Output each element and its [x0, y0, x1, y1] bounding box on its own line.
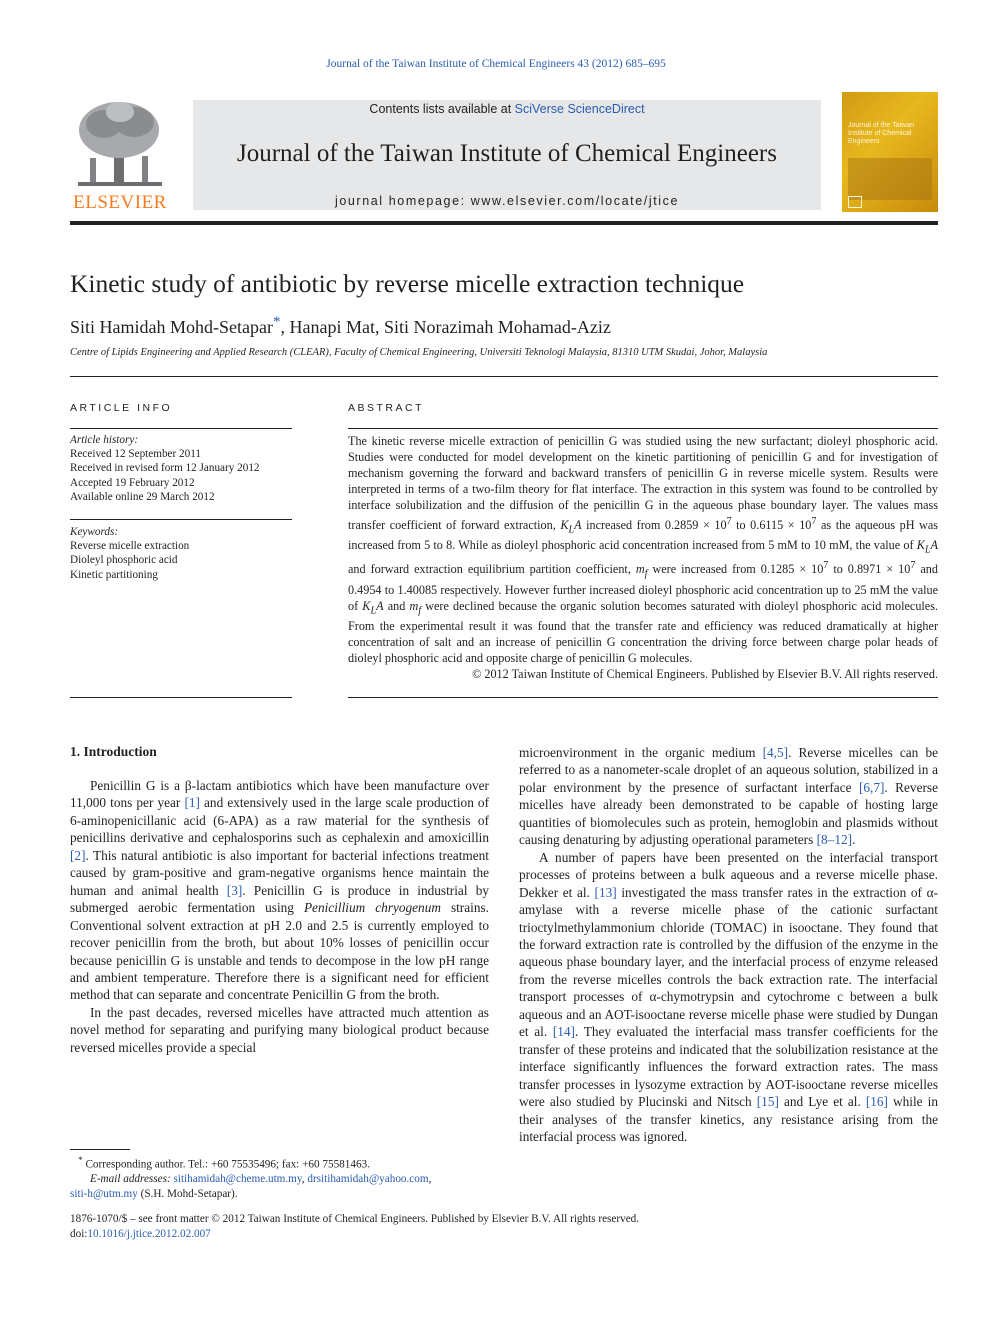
abstract-rule [348, 428, 938, 429]
text-run: while in their analyses of the transfer kinetics, any resistance arising from the interfacial process was ignored. [519, 1094, 938, 1144]
corresponding-author-footnote [70, 1154, 489, 1201]
paragraph [519, 849, 938, 1146]
doi-link[interactable]: 10.1016/j.jtice.2012.02.007 [87, 1227, 211, 1240]
author-list [70, 314, 611, 338]
contents-prefix: Contents lists available at [369, 102, 515, 116]
journal-citation[interactable]: Journal of the Taiwan Institute of Chemical Engineers 43 (2012) 685–695 [326, 58, 666, 70]
reference-link[interactable]: [1] [184, 795, 200, 811]
footnote-mark: * [78, 1156, 83, 1166]
text-run: microenvironment in the organic medium [519, 745, 763, 760]
journal-title: Journal of the Taiwan Institute of Chemical Engineers [236, 140, 777, 167]
text-run: . This natural antibiotic is also important for bacterial infections treatment caused by gram-positive and gram-negative organisms hence maintain the human and animal health [70, 847, 489, 898]
homepage-prefix: journal homepage: [334, 194, 471, 208]
paragraph [519, 744, 938, 849]
text-run: strains. Conventional solvent extraction at pH 2.0 and 2.5 is currently employed to recover penicillin from the broth, but about 10% losses of penicillin occur because penicillin G is unstable and tends to decompose in the low pH range and ambient temperature. Therefore there is a significant need for efficient method that can separate and concentrate Penicillin G from the broth. [70, 900, 489, 1003]
article-info-rule [70, 428, 292, 429]
doi-line [70, 1227, 639, 1242]
mf-subscript: f [644, 568, 648, 580]
mf-symbol: m [409, 598, 419, 613]
exponent: 7 [823, 560, 829, 572]
keywords [70, 525, 292, 582]
reference-link[interactable]: [15] [756, 1094, 779, 1110]
elsevier-logo [70, 100, 170, 212]
kla-subscript: L [924, 544, 931, 556]
mf-symbol: m [635, 562, 645, 577]
text-run: . Penicillin G is produce in industrial by submerged aerobic fermentation using [70, 882, 489, 916]
text-run: A number of papers have been presented on the interfacial transport processes of proteins between a bulk aqueous and a reverse micelle phase. Dekker et al. [519, 849, 938, 900]
organism-name: Penicillium chryogenum [303, 900, 441, 916]
email-link[interactable]: drsitihamidah@yahoo.com [307, 1173, 429, 1186]
other-authors: , Hanapi Mat, Siti Norazimah Mohamad-Aziz [280, 317, 611, 337]
email-link[interactable]: siti-h@utm.my [70, 1187, 138, 1200]
corresponding-author-mark[interactable]: * [272, 314, 281, 330]
abstract-copyright: © 2012 Taiwan Institute of Chemical Engineers. Published by Elsevier B.V. All rights reserved. [472, 666, 938, 681]
abstract-part: were increased from 0.1285 × 10 [647, 562, 824, 577]
abstract-part: and [383, 598, 410, 613]
online-date: Available online 29 March 2012 [70, 490, 215, 503]
abstract-heading: ABSTRACT [348, 402, 425, 414]
section-heading-introduction: 1. Introduction [70, 744, 157, 759]
footnote-line [70, 1187, 489, 1202]
kla-symbol: K [362, 598, 371, 613]
kla-area: A [376, 598, 384, 613]
abstract-text [348, 434, 938, 683]
reference-link[interactable]: [3] [226, 882, 243, 898]
homepage-url[interactable]: www.elsevier.com/locate/jtice [470, 194, 680, 208]
exponent: 7 [726, 515, 732, 527]
cover-graphic [848, 158, 932, 200]
keyword: Kinetic partitioning [70, 568, 158, 581]
contents-line [193, 102, 821, 116]
journal-banner [193, 100, 821, 210]
homepage-line [193, 194, 821, 208]
cover-title: Journal of the Taiwan Institute of Chemical Engineers [848, 122, 915, 145]
paragraph: In the past decades, reversed micelles have attracted much attention as novel method for separating and purifying many biological product because reversed micelles provide a special [70, 1004, 489, 1055]
text-run: . [852, 832, 856, 848]
text-run: and Lye et al. [778, 1094, 866, 1110]
journal-cover-image [842, 92, 938, 212]
reference-link[interactable]: [14] [552, 1024, 575, 1040]
footnote-text: Corresponding author. Tel.: +60 75535496; fax: +60 75581463. [85, 1158, 370, 1171]
reference-link[interactable]: [4,5] [762, 745, 789, 760]
author-1: Siti Hamidah Mohd-Setapar [70, 317, 273, 337]
kla-symbol: K [560, 517, 569, 532]
sciencedirect-link[interactable]: SciVerse ScienceDirect [514, 102, 645, 116]
kla-subscript: L [568, 524, 575, 536]
received-date: Received 12 September 2011 [70, 448, 201, 461]
exponent: 7 [910, 560, 916, 572]
keywords-rule [70, 519, 292, 520]
footnote-line: E-mail addresses: sitihamidah@cheme.utm.my, drsitihamidah@yahoo.com, [90, 1173, 432, 1186]
article-info-heading: ARTICLE INFO [70, 402, 173, 414]
kla-area: A [574, 517, 582, 532]
text-run: Penicillin G is a β-lactam antibiotics which have been manufacture over 11,000 tons per year [70, 778, 489, 811]
kla-symbol: K [916, 537, 925, 552]
email-owner: (S.H. Mohd-Setapar). [137, 1187, 238, 1200]
reference-link[interactable]: [2] [70, 847, 86, 863]
text-run: investigated the mass transfer rates in the extraction of α-amylase with a reverse micelle phase of the cationic surfactant trioctylmethylammonium chloride (TOMAC) in isooctane. They found that the forward extraction rate is controlled by the diffusion of the enzyme in the aqueous phase boundary layer, and the interfacial process of enzyme released from the reverse micelles controls the back extraction rate. The interfacial transport processes of α-chymotrypsin and cytochrome c between a bulk aqueous and an AOT-isooctane reverse micelle phase were studied by Dungan et al. [519, 884, 939, 1040]
abstract-part: as the aqueous pH was increased from 5 to 8. While as dioleyl phosphoric acid concentration increased from 5 mM to 10 mM, the value of [348, 517, 938, 552]
history-label: Article history: [70, 434, 139, 446]
body-column-right [519, 744, 938, 1145]
article-history [70, 433, 292, 504]
affiliation: Centre of Lipids Engineering and Applied Research (CLEAR), Faculty of Chemical Engineering, Universiti Teknologi Malaysia, 81310 UTM Skudai, Johor, Malaysia [70, 347, 768, 358]
abstract-bottom-rule [348, 697, 938, 698]
abstract-part: The kinetic reverse micelle extraction of penicillin G was studied using the new surfactant; dioleyl phosphoric acid. Studies were conducted for model development on the kinetic partitioning of penicillin G and for investigation of mechanism governing the forward and backward transfers of penicillin G in reverse micelle system. Results were interpreted in terms of a two-film theory for flat interface. The extraction in this system was found to be controlled by interface solubilization and the diffusion of the penicillin G in the aqueous phase boundary layer. The values mass transfer coefficient of forward extraction, [348, 434, 938, 532]
front-matter-line: 1876-1070/$ – see front matter © 2012 Taiwan Institute of Chemical Engineers. Published by Elsevier B.V. All rights reserved. [70, 1213, 640, 1225]
body-column-left [70, 777, 489, 1056]
footnote-line [70, 1154, 489, 1172]
text-run: . Reverse micelles have already been demonstrated to be capable of hosting large quantities of biomolecules such as protein, hemoglobin and plasmids without causing denaturing by adjusting operational parameters [519, 779, 938, 848]
email-label: E-mail addresses: [90, 1173, 171, 1186]
mf-subscript: f [418, 605, 422, 617]
text-run: . Reverse micelles can be referred to as a nanometer-scale droplet of an aqueous solution, stabilized in a polar environment by the presence of surfactant interface [519, 745, 938, 795]
keywords-label: Keywords: [70, 526, 119, 538]
doi-prefix: doi: [70, 1227, 88, 1240]
front-matter [70, 1212, 639, 1241]
text-run: and extensively used in the large scale production of 6-aminopenicillanic acid (6-APA) as a raw material for the synthesis of penicillins derivative and cephalosporins such as cephalexin and amoxicillin [70, 795, 489, 846]
abstract-part: were declined because the organic solution becomes saturated with dioleyl phosphoric acid molecules. From the experimental result it was found that the transfer rate and efficiency was reduced dramatically at higher concentration of salt and an increase of penicillin G concentration the driving force between charge polar heads of dioleyl phosphoric acid and opposite charge of penicillin G molecules. [348, 598, 938, 665]
affiliation-divider [70, 376, 938, 377]
elsevier-wordmark: ELSEVIER [73, 192, 167, 213]
paragraph [70, 777, 489, 1004]
accepted-date: Accepted 19 February 2012 [70, 476, 195, 489]
reference-link[interactable]: [8–12] [816, 832, 853, 848]
abstract-part: to 0.8971 × 10 [828, 562, 911, 577]
kla-area: A [930, 537, 938, 552]
cover-publisher-mark [848, 196, 862, 208]
kla-subscript: L [370, 605, 377, 617]
abstract-part: increased from 0.2859 × 10 [581, 517, 727, 532]
email-link[interactable]: sitihamidah@cheme.utm.my [173, 1173, 302, 1186]
footnote-rule [70, 1149, 130, 1150]
reference-link[interactable]: [16] [865, 1094, 888, 1110]
article-info-bottom-rule [70, 697, 292, 698]
exponent: 7 [811, 515, 817, 527]
article-title: Kinetic study of antibiotic by reverse micelle extraction technique [70, 269, 745, 298]
header-divider [70, 221, 938, 225]
keyword: Reverse micelle extraction [70, 540, 190, 553]
elsevier-tree-icon [74, 100, 166, 188]
reference-link[interactable]: [6,7] [858, 779, 885, 795]
keyword: Dioleyl phosphoric acid [70, 554, 178, 567]
abstract-part: and forward extraction equilibrium partition coefficient, [348, 562, 636, 577]
abstract-part: and 0.4954 to 1.40085 respectively. However further increased dioleyl phosphoric acid concentration up to 25 mM the value of [348, 562, 938, 613]
revised-date: Received in revised form 12 January 2012 [70, 462, 260, 475]
text-run: . They evaluated the interfacial mass transfer coefficients for the transfer of these proteins and indicated that the solubilization resistance at the interface significantly influences the forward extraction rates. The mass transfer processes in lysozyme extraction by AOT-isooctane reverse micelles were also studied by Plucinski and Nitsch [519, 1024, 938, 1110]
abstract-part: to 0.6115 × 10 [731, 517, 812, 532]
reference-link[interactable]: [13] [594, 884, 617, 900]
